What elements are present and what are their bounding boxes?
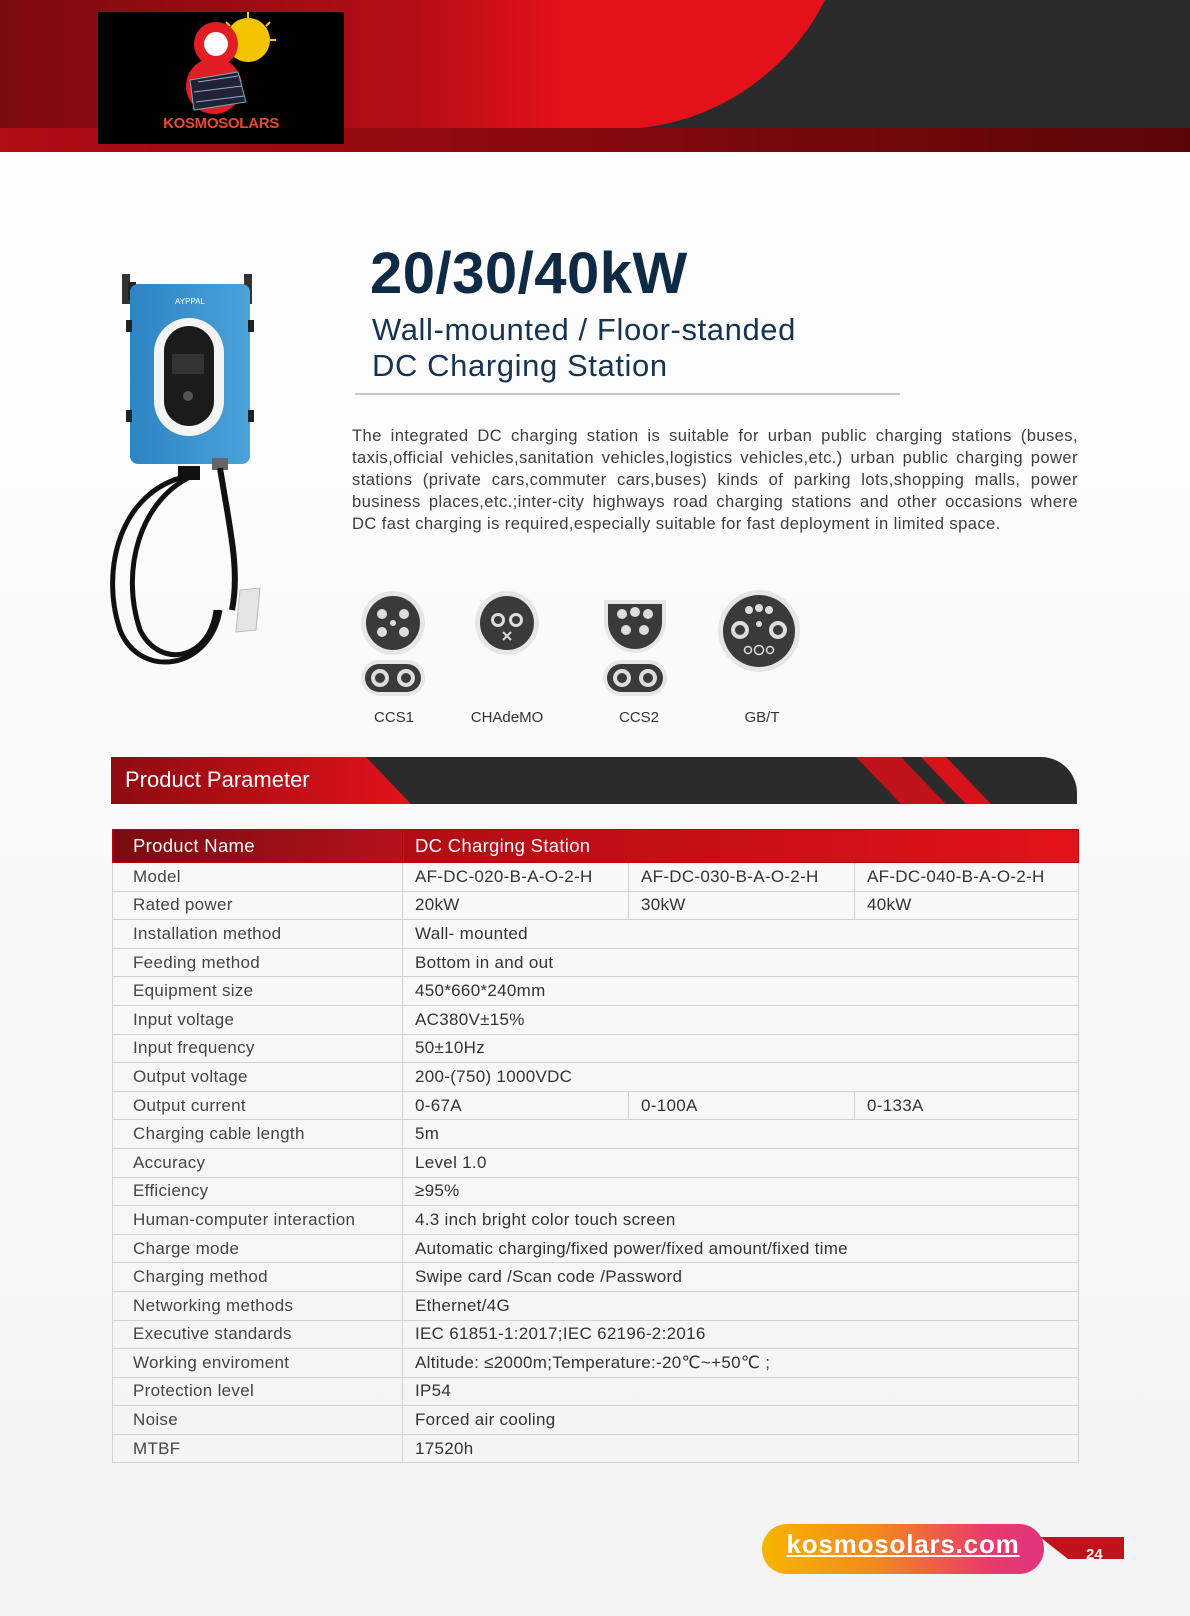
table-row xyxy=(113,1406,1079,1435)
spec-label: Protection level xyxy=(113,1377,403,1406)
product-brand-label: AYPPAL xyxy=(175,297,205,306)
table-row xyxy=(113,863,1079,892)
table-row xyxy=(113,1148,1079,1177)
spec-value: 20kW xyxy=(403,891,629,920)
spec-table xyxy=(112,829,1079,1463)
spec-label: Networking methods xyxy=(113,1291,403,1320)
spec-label: Rated power xyxy=(113,891,403,920)
spec-value: IP54 xyxy=(403,1377,1079,1406)
spec-value: Swipe card /Scan code /Password xyxy=(403,1263,1079,1292)
page-subtitle-line1: Wall-mounted / Floor-standed xyxy=(372,312,796,347)
ccs1-connector-icon xyxy=(358,588,428,698)
spec-value: ≥95% xyxy=(403,1177,1079,1206)
spec-value: Automatic charging/fixed power/fixed amount/fixed time xyxy=(403,1234,1079,1263)
table-row xyxy=(113,1263,1079,1292)
product-image xyxy=(100,270,300,690)
spec-label: Executive standards xyxy=(113,1320,403,1349)
connector-label-chademo: CHAdeMO xyxy=(470,709,544,726)
table-row xyxy=(113,1034,1079,1063)
table-row xyxy=(113,1091,1079,1120)
spec-value: AF-DC-030-B-A-O-2-H xyxy=(629,863,855,892)
spec-value: Bottom in and out xyxy=(403,948,1079,977)
spec-value: 5m xyxy=(403,1120,1079,1149)
connector-label-gbt: GB/T xyxy=(744,709,780,726)
table-row xyxy=(113,1291,1079,1320)
spec-value: AC380V±15% xyxy=(403,1005,1079,1034)
spec-value: Forced air cooling xyxy=(403,1406,1079,1435)
page-subtitle-line2: DC Charging Station xyxy=(372,348,668,383)
spec-label: Input voltage xyxy=(113,1005,403,1034)
table-row xyxy=(113,1063,1079,1092)
spec-value: 50±10Hz xyxy=(403,1034,1079,1063)
spec-value: 0-133A xyxy=(855,1091,1079,1120)
page-header xyxy=(0,0,1190,152)
spec-value: 0-67A xyxy=(403,1091,629,1120)
table-row xyxy=(113,1120,1079,1149)
spec-label: Charging cable length xyxy=(113,1120,403,1149)
table-row xyxy=(113,920,1079,949)
spec-value: 200-(750) 1000VDC xyxy=(403,1063,1079,1092)
page-number-tab xyxy=(1040,1537,1124,1559)
gbt-connector-icon xyxy=(716,588,802,674)
connector-label-ccs2: CCS2 xyxy=(618,709,659,726)
spec-label: Noise xyxy=(113,1406,403,1435)
table-row xyxy=(113,830,1079,863)
table-row xyxy=(113,1177,1079,1206)
logo-wordmark: KOSMOSOLARS xyxy=(163,115,279,132)
spec-label: Model xyxy=(113,863,403,892)
table-row xyxy=(113,948,1079,977)
spec-label: Equipment size xyxy=(113,977,403,1006)
spec-value: Level 1.0 xyxy=(403,1148,1079,1177)
table-row xyxy=(113,1320,1079,1349)
brand-logo xyxy=(98,12,344,144)
spec-label: Output current xyxy=(113,1091,403,1120)
spec-label: Charging method xyxy=(113,1263,403,1292)
spec-label: Accuracy xyxy=(113,1148,403,1177)
spec-value: AF-DC-040-B-A-O-2-H xyxy=(855,863,1079,892)
title-divider xyxy=(355,393,900,395)
spec-label: Installation method xyxy=(113,920,403,949)
spec-value: AF-DC-020-B-A-O-2-H xyxy=(403,863,629,892)
connector-label-ccs1: CCS1 xyxy=(373,709,414,726)
spec-value: 450*660*240mm xyxy=(403,977,1079,1006)
spec-label: Charge mode xyxy=(113,1234,403,1263)
spec-value: 17520h xyxy=(403,1434,1079,1463)
spec-value: Ethernet/4G xyxy=(403,1291,1079,1320)
spec-value: Altitude: ≤2000m;Temperature:-20℃~+50℃ ; xyxy=(403,1349,1079,1378)
spec-value: 40kW xyxy=(855,891,1079,920)
table-row xyxy=(113,891,1079,920)
spec-label: Human-computer interaction xyxy=(113,1206,403,1235)
spec-value: 30kW xyxy=(629,891,855,920)
spec-value: 0-100A xyxy=(629,1091,855,1120)
page-title: 20/30/40kW xyxy=(370,241,688,306)
chademo-connector-icon xyxy=(472,588,542,658)
ccs2-connector-icon xyxy=(600,592,670,698)
spec-label: Efficiency xyxy=(113,1177,403,1206)
spec-value: DC Charging Station xyxy=(403,830,1079,863)
table-row xyxy=(113,1349,1079,1378)
table-row xyxy=(113,1005,1079,1034)
spec-value: Wall- mounted xyxy=(403,920,1079,949)
table-row xyxy=(113,1234,1079,1263)
spec-label: Output voltage xyxy=(113,1063,403,1092)
table-row xyxy=(113,977,1079,1006)
spec-label: Feeding method xyxy=(113,948,403,977)
spec-label: Working enviroment xyxy=(113,1349,403,1378)
spec-label: Input frequency xyxy=(113,1034,403,1063)
product-description: The integrated DC charging station is suitable for urban public charging stations (buses, taxis,official vehicles,sanitation vehicles,logistics vehicles,etc.) urban public charging power stations (private cars,commuter cars,buses) kinds of parking lots,shopping malls, power business places,etc.;inter-city highways road charging stations and other occasions where DC fast charging is required,especially suitable for fast deployment in limited space. xyxy=(352,426,1078,533)
table-row xyxy=(113,1434,1079,1463)
table-row xyxy=(113,1206,1079,1235)
page-number: 24 xyxy=(1086,1546,1103,1563)
website-link[interactable]: kosmosolars.com xyxy=(786,1529,1020,1559)
spec-label: MTBF xyxy=(113,1434,403,1463)
spec-value: 4.3 inch bright color touch screen xyxy=(403,1206,1079,1235)
spec-value: IEC 61851-1:2017;IEC 62196-2:2016 xyxy=(403,1320,1079,1349)
table-row xyxy=(113,1377,1079,1406)
spec-label: Product Name xyxy=(113,830,403,863)
section-title: Product Parameter xyxy=(125,767,310,792)
